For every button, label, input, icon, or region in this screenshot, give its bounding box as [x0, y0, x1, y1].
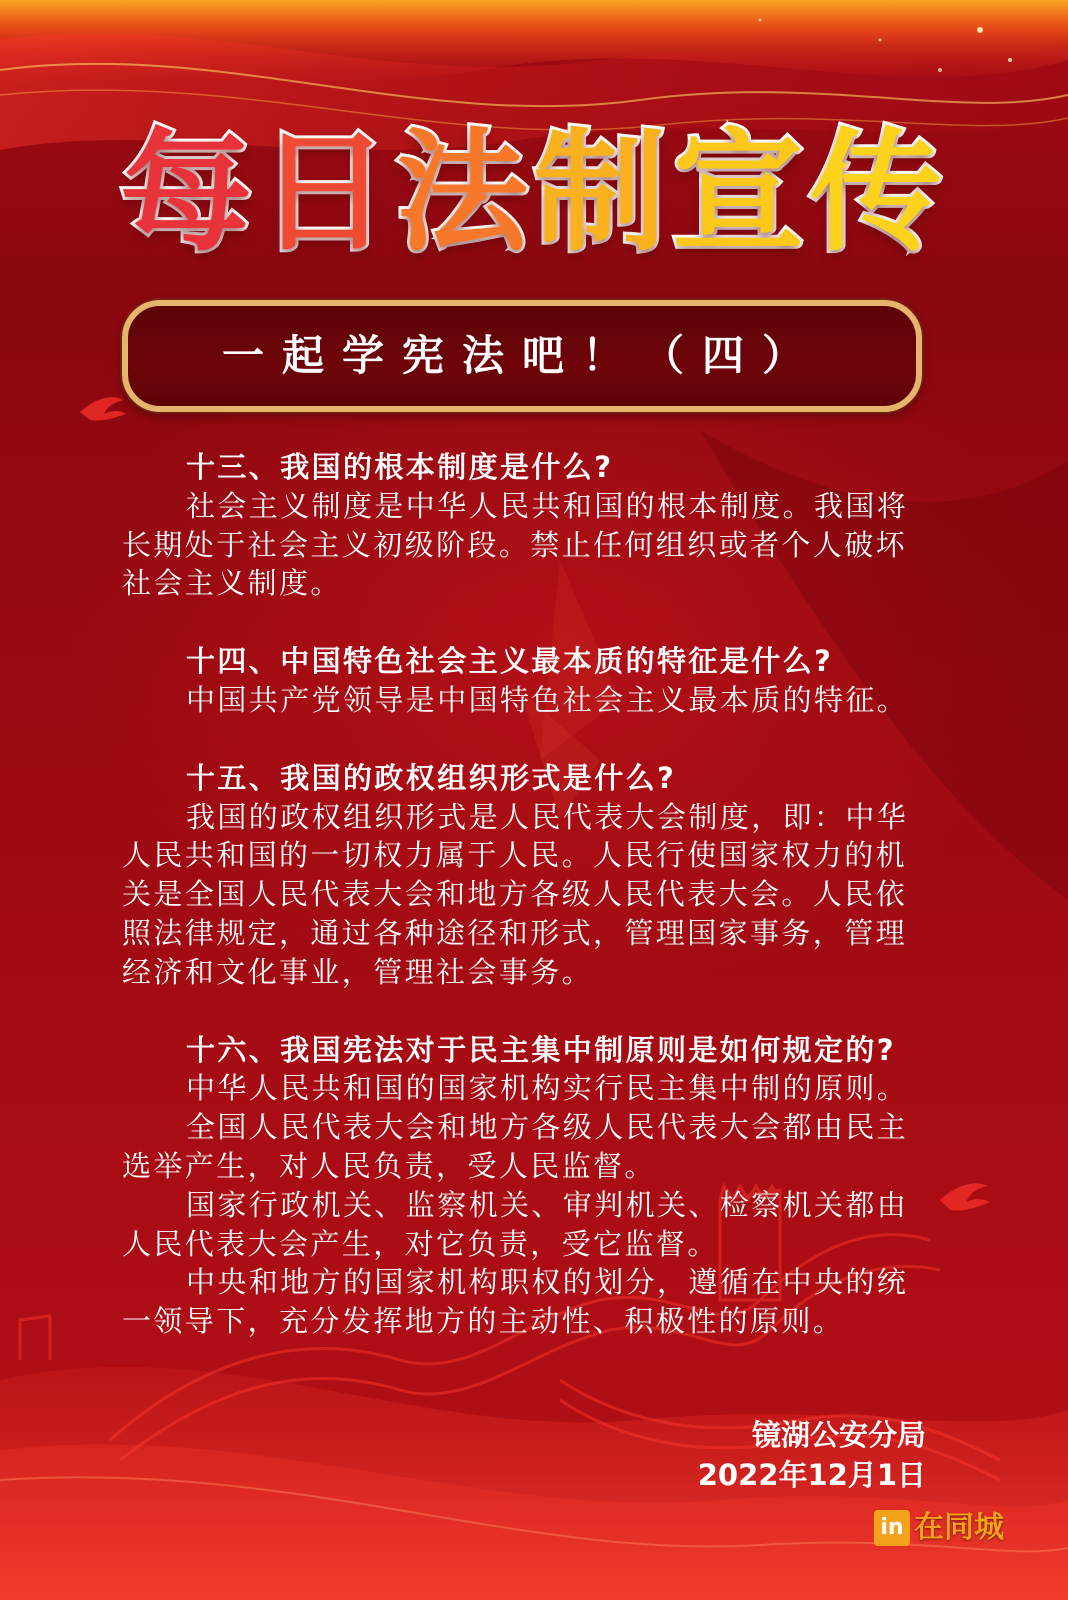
title-char: 传 — [810, 116, 948, 270]
title-char: 制 — [534, 116, 672, 270]
answer-paragraph: 国家行政机关、监察机关、审判机关、检察机关都由人民代表大会产生，对它负责，受它监督。 — [122, 1187, 909, 1261]
question: 十六、我国宪法对于民主集中制原则是如何规定的? — [186, 1032, 897, 1067]
answer-paragraph: 中国共产党领导是中国特色社会主义最本质的特征。 — [186, 682, 909, 717]
dove-icon — [80, 397, 126, 420]
issue-date: 2022年12月1日 — [697, 1458, 926, 1492]
title-char: 法 — [396, 116, 534, 270]
issuing-organization: 镜湖公安分局 — [751, 1418, 926, 1452]
answer-paragraph: 社会主义制度是中华人民共和国的根本制度。我国将长期处于社会主义初级阶段。禁止任何组织或者个人破坏社会主义制度。 — [122, 488, 909, 601]
question: 十五、我国的政权组织形式是什么? — [186, 760, 677, 795]
question: 十三、我国的根本制度是什么? — [186, 450, 614, 484]
watermark-badge: in — [874, 1510, 910, 1546]
qa-section — [122, 642, 930, 720]
answer-paragraph: 我国的政权组织形式是人民代表大会制度，即：中华人民共和国的一切权力属于人民。人民行使国家权力的机关是全国人民代表大会和地方各级人民代表大会。人民依照法律规定，通过各种途径和形式，管理国家事务，管理经济和文化事业，管理社会事务。 — [122, 799, 909, 989]
answer-paragraph: 全国人民代表大会和地方各级人民代表大会都由民主选举产生，对人民负责，受人民监督。 — [122, 1110, 909, 1183]
dove-icon — [940, 1183, 990, 1210]
subtitle-banner — [122, 300, 922, 412]
answer-paragraph: 中华人民共和国的国家机构实行民主集中制的原则。 — [186, 1071, 909, 1106]
answer-paragraph: 中央和地方的国家机构职权的划分，遵循在中央的统一领导下，充分发挥地方的主动性、积极性的原则。 — [122, 1265, 909, 1339]
qa-section — [122, 448, 930, 603]
main-title — [0, 118, 1068, 268]
qa-section — [122, 759, 930, 992]
title-char: 每 — [120, 116, 258, 270]
content — [122, 448, 930, 1380]
watermark — [874, 1508, 1004, 1552]
watermark-text: 在同城 — [914, 1510, 1004, 1545]
question: 十四、中国特色社会主义最本质的特征是什么? — [186, 644, 834, 679]
qa-section — [122, 1031, 930, 1341]
title-char: 宣 — [672, 116, 810, 270]
title-char: 日 — [258, 116, 396, 270]
subtitle: 一起学宪法吧！（四） — [221, 331, 822, 380]
